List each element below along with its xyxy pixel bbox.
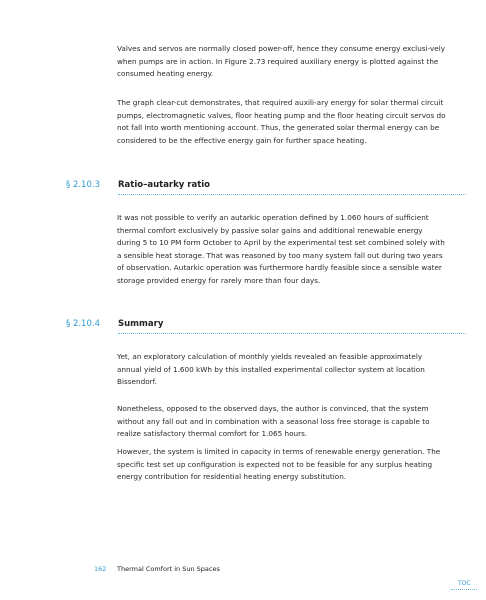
toc-link[interactable]: TOC [458,580,471,587]
body-paragraph: Valves and servos are normally closed power-off, hence they consume energy exclusi-vely when pumps are in action. In Figure 2.73 required auxiliary energy is plotted against the consumed heating energy. [117,44,446,78]
body-paragraph: The graph clear-cut demonstrates, that required auxili-ary energy for solar thermal circuit pumps, electromagnetic valves, floor heating pump and the floor heating circuit servos do not fall into worth mentioning account. Thus, the generated solar thermal energy can be considered to be the effective energy gain for further space heating. [117,98,446,145]
running-footer-title: Thermal Comfort in Sun Spaces [117,565,220,573]
section-number: § 2.10.3 [66,180,100,190]
section-title: Ratio–autarky ratio [118,180,211,190]
section-divider [118,194,466,195]
body-paragraph: Yet, an exploratory calculation of monthly yields revealed an feasible approximately annual yield of 1.600 kWh by this installed experimental collector system at location Bissendorf. [117,352,425,386]
section-title: Summary [118,319,164,329]
page-number: 162 [94,565,107,573]
section-divider [118,333,466,334]
section-heading-2-10-3 [66,180,466,194]
body-paragraph: However, the system is limited in capacity in terms of renewable energy generation. The specific test set up configuration is expected not to be feasible for any surplus heating energy contribution for residential heating energy substitution. [117,447,441,481]
body-paragraph: Nonetheless, opposed to the observed days, the author is convinced, that the system without any fall out and in combination with a seasonal loss free storage is capable to realize satisfactory thermal comfort for 1.065 hours. [117,404,430,438]
section-heading-2-10-4 [66,319,466,333]
section-number: § 2.10.4 [66,319,100,329]
toc-divider [451,589,477,590]
body-paragraph: It was not possible to verify an autarkic operation defined by 1.060 hours of sufficient thermal comfort exclusively by passive solar gains and additional renewable energy during 5 to 10 PM form October to April by the experimental test set combined solely with a sensible heat storage. That was reasoned by too many system fall out during two years of observation. Autarkic operation was furthermore hardly feasible since a sensible water storage provided energy for rarely more than four days. [117,213,445,285]
